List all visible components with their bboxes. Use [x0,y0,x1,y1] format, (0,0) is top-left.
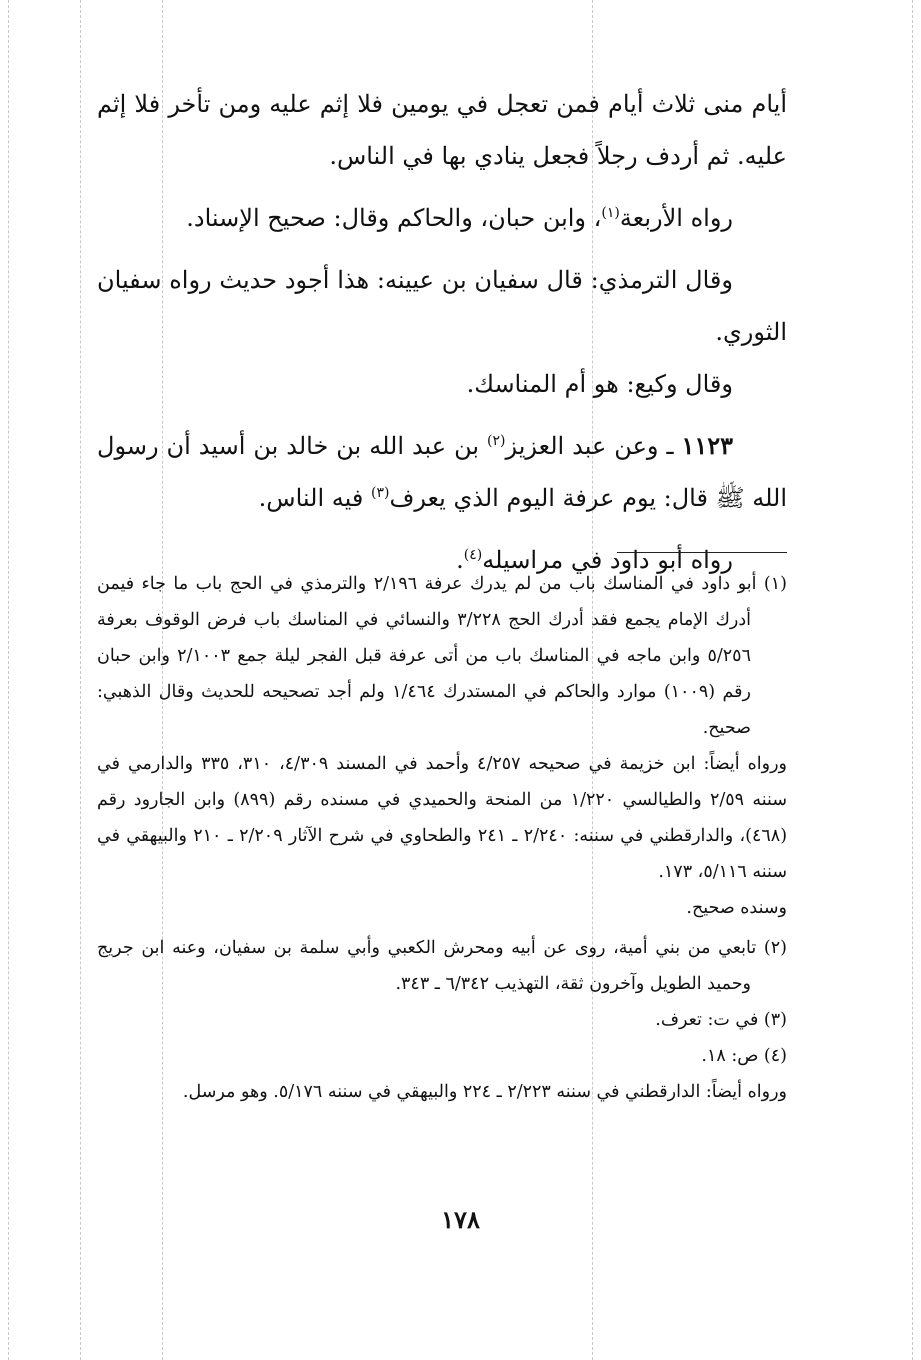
scan-edge-right [912,0,913,1360]
footnote-1: (١) أبو داود في المناسك باب من لم يدرك عرفة ٢/١٩٦ والترمذي في الحج باب ما جاء فيمن أدرك الإمام يجمع فقد أدرك الحج ٣/٢٢٨ والنسائي في المناسك باب فرض الوقوف بعرفة ٥/٢٥٦ وابن ماجه في المناسك باب من أتى عرفة قبل الفجر ليلة جمع ٢/١٠٠٣ وابن حبان رقم (١٠٠٩) موارد والحاكم في المستدرك ١/٤٦٤ ولم أجد تصحيحه للحديث وقال الذهبي: صحيح. [97,574,787,738]
footnote-3: (٣) في ت: تعرف. [655,1010,787,1030]
paragraph-narration: رواه الأربعة$^{(١)}$، وابن حبان، والحاكم وقال: صحيح الإسناد. [186,204,733,232]
footnote-ref-1: (١) [601,205,620,221]
scan-edge-left [8,0,9,1360]
paragraph-tirmidhi: وقال الترمذي: قال سفيان بن عيينه: هذا أجود حديث رواه سفيان الثوري. [97,266,787,346]
footnote-separator [617,552,787,553]
footnote-2: (٢) تابعي من بني أمية، روى عن أبيه ومحرش الكعبي وأبي سلمة بن سفيان، وعنه ابن جريج وحميد الطويل وآخرون ثقة، التهذيب ٦/٣٤٢ ـ ٣٤٣. [97,938,787,994]
footnotes [97,566,787,1110]
scan-edge-left-inner [80,0,81,1360]
main-text [97,78,787,586]
hadith-number: ١١٢٣ [681,431,734,460]
paragraph-hadith-continuation: أيام منى ثلاث أيام فمن تعجل في يومين فلا إثم عليه ومن تأخر فلا إثم عليه. ثم أردف رجلاً فجعل ينادي بها في الناس. [97,90,788,170]
page-number: ١٧٨ [441,1205,480,1234]
footnote-1-verdict: وسنده صحيح. [686,898,787,918]
footnote-ref-4: (٤) [463,547,483,563]
footnote-ref-2: (٢) [487,433,506,449]
footnote-1-continued: ورواه أيضاً: ابن خزيمة في صحيحه ٤/٢٥٧ وأحمد في المسند ٤/٣٠٩، ٣١٠، ٣٣٥ والدارمي في سننه ٢/٥٩ والطيالسي ١/٢٢٠ من المنحة والحميدي في مسنده رقم (٨٩٩) وابن الجارود رقم (٤٦٨)، والدارقطني في سننه: ٢/٢٤٠ ـ ٢٤١ والطحاوي في شرح الآثار ٢/٢٠٩ ـ ٢١٠ والبيهقي في سننه ٥/١١٦، ١٧٣. [97,754,788,882]
paragraph-hadith-1123: ١١٢٣ ـ وعن عبد العزيز$^{(٢)}$ بن عبد الله بن خالد بن أسيد أن رسول الله ﷺ قال: يوم عرفة اليوم الذي يعرف$^{(٣)}$ فيه الناس. [97,431,787,512]
footnote-4-continued: ورواه أيضاً: الدارقطني في سننه ٢/٢٢٣ ـ ٢٢٤ والبيهقي في سننه ٥/١٧٦. وهو مرسل. [182,1082,787,1102]
footnote-ref-3: (٣) [370,485,390,501]
paragraph-waki: وقال وكيع: هو أم المناسك. [466,370,733,398]
footnote-4: (٤) ص: ١٨. [701,1046,787,1066]
paragraph-abu-dawud: رواه أبو داود في مراسيله$^{(٤)}$. [456,546,733,574]
